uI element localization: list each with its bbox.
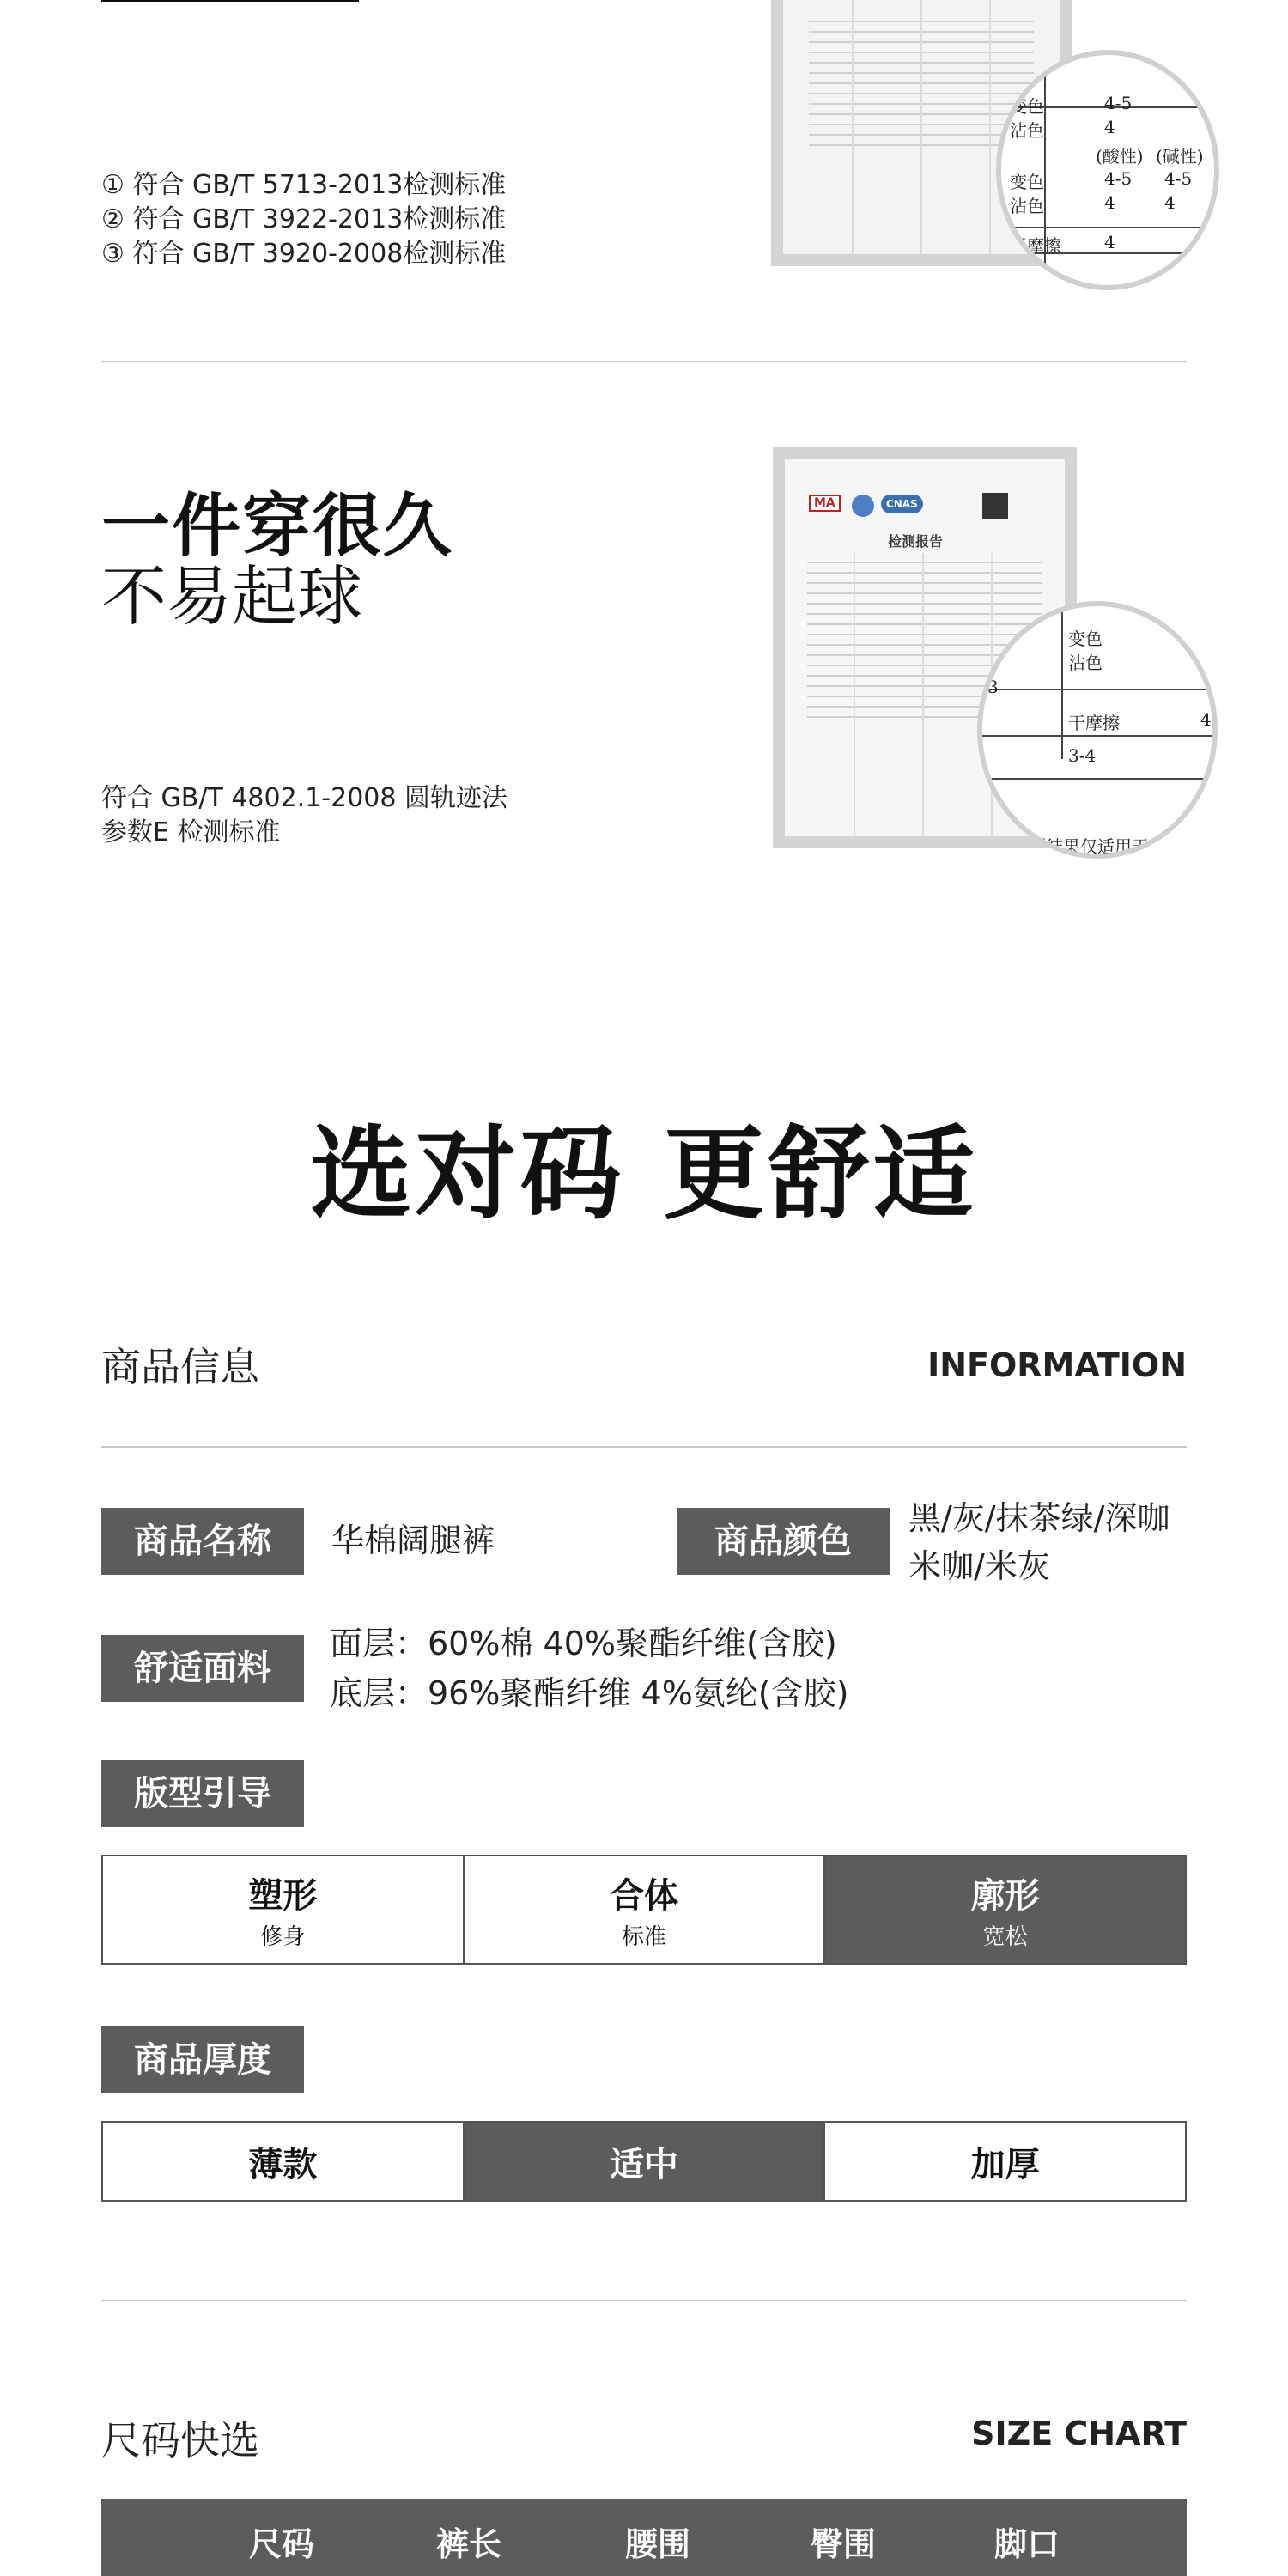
zoom1-row5-label: 干摩擦: [1010, 235, 1061, 256]
pilling-headline-line1: 一件穿很久: [101, 486, 453, 566]
zoom2-row4-value: 3-4: [1068, 745, 1097, 766]
thickness-option-medium-label: 适中: [610, 2144, 678, 2184]
zoom1-alkali-label: (碱性): [1156, 146, 1204, 167]
standard-2: ② 符合 GB/T 3922-2013检测标准: [101, 204, 507, 234]
fit-option-regular[interactable]: [465, 1856, 826, 1963]
zoom1-row2-value: 4: [1104, 117, 1115, 137]
size-chart-title-cn: 尺码快选: [101, 2417, 259, 2464]
zoom1-row4-label: 沾色: [1010, 196, 1044, 216]
name-value: 华棉阔腿裤: [331, 1522, 495, 1559]
column-waist: 腰围: [625, 2525, 691, 2563]
color-label: 商品颜色: [677, 1508, 890, 1575]
fit-label: 版型引导: [101, 1760, 304, 1827]
column-size: 尺码: [249, 2525, 315, 2563]
cert-logo-ma: MA: [809, 495, 841, 512]
fit-option-regular-sub: 标准: [622, 1924, 667, 1950]
zoom-detail-1: [996, 50, 1219, 290]
fit-selector: [101, 1855, 1187, 1965]
fit-option-loose[interactable]: [825, 1856, 1185, 1963]
info-title-cn: 商品信息: [101, 1344, 259, 1390]
standards-list: [101, 168, 506, 271]
fit-option-loose-sub: 宽松: [982, 1924, 1028, 1950]
fit-option-regular-label: 合体: [610, 1876, 678, 1916]
name-label: 商品名称: [101, 1508, 304, 1575]
zoom1-row2-label: 沾色: [1010, 120, 1044, 141]
zoom1-acid-label: (酸性): [1096, 146, 1144, 167]
info-title-en: INFORMATION: [927, 1346, 1187, 1384]
zoom1-row3-acid: 4-5: [1104, 168, 1133, 189]
fabric-label: 舒适面料: [101, 1635, 304, 1702]
size-section-title: 选对码 更舒适: [310, 1115, 978, 1233]
thickness-selector: [101, 2121, 1187, 2202]
fit-option-loose-label: 廓形: [970, 1876, 1040, 1916]
fit-option-slim-label: 塑形: [248, 1876, 318, 1916]
thickness-option-thick-label: 加厚: [970, 2144, 1040, 2184]
zoom1-row3-label: 变色: [1010, 172, 1044, 192]
zoom1-row4-acid: 4: [1104, 192, 1115, 213]
column-leg-opening: 脚口: [994, 2525, 1060, 2563]
standard-1: ① 符合 GB/T 5713-2013检测标准: [101, 170, 507, 200]
divider-3: [101, 2300, 1187, 2301]
cert-seal-icon: [852, 495, 874, 517]
divider-1: [101, 361, 1187, 362]
zoom1-row4-alkali: 4: [1164, 192, 1176, 213]
size-chart-title-en: SIZE CHART: [971, 2415, 1187, 2452]
zoom1-row1-label: 变色: [1010, 96, 1044, 117]
zoom2-footer: 测结果仅适用于: [1029, 836, 1149, 857]
pilling-standard-line1: 符合 GB/T 4802.1-2008 圆轨迹法: [101, 783, 508, 813]
qr-code-icon: [982, 493, 1008, 519]
divider-2: [101, 1446, 1187, 1448]
thickness-option-thick[interactable]: [825, 2123, 1185, 2200]
thickness-option-thin[interactable]: [103, 2123, 465, 2200]
thickness-label: 商品厚度: [101, 2026, 304, 2093]
fit-option-slim[interactable]: [103, 1856, 465, 1963]
zoom2-row3-value: 4: [1200, 709, 1212, 730]
fabric-line2: 底层：96%聚酯纤维 4%氨纶(含胶): [330, 1674, 849, 1712]
zoom2-row2-label: 沾色: [1068, 653, 1103, 673]
zoom1-row1-value: 4-5: [1104, 93, 1133, 113]
thickness-option-thin-label: 薄款: [248, 2144, 318, 2184]
zoom2-row1-label: 变色: [1068, 629, 1103, 649]
color-value-line2: 米咖/米灰: [908, 1547, 1050, 1585]
color-value-line1: 黑/灰/抹茶绿/深咖: [908, 1499, 1170, 1537]
cert-logo-cnas: CNAS: [881, 495, 923, 513]
zoom2-left-value: 3: [987, 677, 999, 697]
cert-title: 检测报告: [888, 533, 944, 550]
top-headline-fragment: [101, 0, 462, 7]
thickness-option-medium[interactable]: [465, 2123, 826, 2200]
column-hip: 臀围: [811, 2525, 877, 2563]
column-length: 裤长: [436, 2525, 502, 2563]
fit-option-slim-sub: 修身: [260, 1924, 306, 1950]
zoom1-row3-alkali: 4-5: [1164, 168, 1193, 189]
zoom-detail-2: [977, 601, 1218, 859]
zoom2-row3-label: 干摩擦: [1068, 713, 1120, 733]
fabric-line1: 面层：60%棉 40%聚酯纤维(含胶): [330, 1625, 837, 1662]
zoom1-row5-value: 4: [1104, 232, 1115, 252]
size-chart-header: [101, 2499, 1187, 2576]
standard-3: ③ 符合 GB/T 3920-2008检测标准: [101, 239, 507, 269]
pilling-standard-line2: 参数E 检测标准: [101, 817, 281, 848]
pilling-headline-line2: 不易起球: [101, 558, 362, 635]
